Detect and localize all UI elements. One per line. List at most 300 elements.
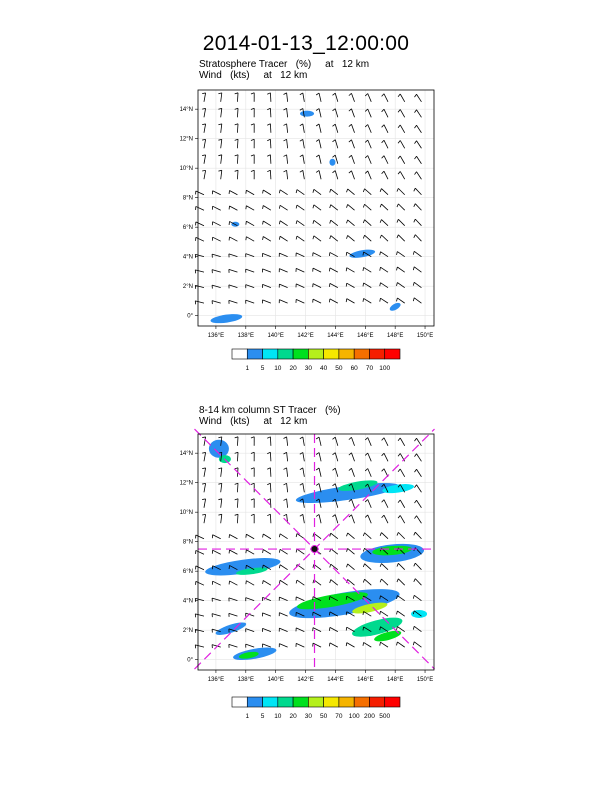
wind-barb xyxy=(229,581,237,585)
wind-barb-flag xyxy=(382,500,384,503)
wind-barb xyxy=(380,642,388,647)
wind-barb-flag xyxy=(413,595,414,598)
wind-barb-flag xyxy=(380,533,381,536)
y-tick-label: 4°N xyxy=(182,598,193,605)
wind-barb-flag xyxy=(263,534,264,537)
wind-barb xyxy=(229,598,238,601)
wind-barb-flag xyxy=(313,580,314,583)
y-tick-label: 8°N xyxy=(182,195,193,202)
wind-barb-flag xyxy=(414,516,416,519)
wind-barb xyxy=(237,483,238,492)
wind-barb-flag xyxy=(414,500,416,503)
wind-barb-flag xyxy=(267,483,270,484)
wind-barb-flag xyxy=(316,468,319,470)
wind-barb-flag xyxy=(332,484,335,486)
wind-barb-flag xyxy=(284,483,287,485)
wind-barb-flag xyxy=(251,483,254,484)
wind-barb-flag xyxy=(382,438,384,441)
y-tick-label: 14°N xyxy=(179,451,193,458)
wind-barb-flag xyxy=(246,534,247,537)
wind-barb xyxy=(221,468,222,477)
y-tick-label: 6°N xyxy=(182,225,193,232)
wind-barb xyxy=(196,535,204,539)
colorbar-label: 5 xyxy=(260,713,265,720)
wind-barb-flag xyxy=(300,483,303,485)
wind-barb xyxy=(296,597,304,601)
x-tick-label: 136°E xyxy=(207,333,225,339)
wind-barb-flag xyxy=(279,549,280,552)
wind-barb xyxy=(196,550,204,554)
wind-barb xyxy=(398,532,404,538)
wind-barb-flag xyxy=(398,515,400,518)
wind-barb-flag xyxy=(414,485,416,488)
wind-barb xyxy=(297,580,304,585)
x-tick-label: 144°E xyxy=(327,677,344,683)
colorbar-label: 20 xyxy=(289,365,297,372)
wind-barb xyxy=(263,644,271,647)
wind-barb xyxy=(351,453,354,461)
wind-barb-flag xyxy=(267,437,270,438)
wind-barb-flag xyxy=(316,514,319,516)
wind-barb-flag xyxy=(235,437,238,438)
wind-barb-flag xyxy=(413,626,414,629)
wind-barb xyxy=(384,438,388,446)
wind-barb-flag xyxy=(397,563,398,566)
wind-barb-flag xyxy=(300,437,303,439)
wind-barb xyxy=(280,580,288,585)
wind-barb-flag xyxy=(330,564,331,567)
wind-barb-flag xyxy=(346,596,347,599)
wind-barb xyxy=(380,611,388,616)
x-tick-label: 142°E xyxy=(297,333,314,339)
wind-barb xyxy=(368,515,372,523)
wind-barb-flag xyxy=(202,514,205,515)
wind-barb xyxy=(246,644,254,647)
y-tick-label: 10°N xyxy=(179,510,193,517)
wind-barb xyxy=(417,485,422,493)
wind-barb-flag xyxy=(202,499,205,500)
colorbar-label: 10 xyxy=(274,713,282,720)
wind-barb xyxy=(237,437,238,446)
wind-barb xyxy=(204,452,206,461)
wind-barb xyxy=(287,437,288,446)
wind-barb-flag xyxy=(363,642,364,645)
wind-barb-flag xyxy=(251,514,254,515)
y-tick-label: 0° xyxy=(187,313,193,320)
wind-barb-flag xyxy=(267,499,270,500)
wind-barb-flag xyxy=(246,565,247,568)
x-tick-label: 138°E xyxy=(237,333,255,339)
wind-barb xyxy=(400,438,404,446)
wind-barb-flag xyxy=(251,499,254,500)
wind-barb xyxy=(279,644,287,648)
wind-barb-flag xyxy=(235,514,238,515)
wind-barb-flag xyxy=(251,437,254,438)
wind-barb xyxy=(196,566,204,570)
wind-barb-flag xyxy=(346,627,347,630)
wind-barb xyxy=(212,598,221,601)
wind-barb-flag xyxy=(235,483,238,484)
wind-barb-flag xyxy=(414,438,416,441)
wind-barb-flag xyxy=(365,515,367,517)
wind-barb-flag xyxy=(363,579,364,582)
wind-barb-flag xyxy=(284,499,287,501)
x-tick-label: 146°E xyxy=(357,333,374,339)
wind-barb xyxy=(280,549,288,554)
wind-barb xyxy=(319,514,321,523)
colorbar-label: 1 xyxy=(245,713,250,720)
wind-barb-flag xyxy=(330,580,331,583)
wind-barb-flag xyxy=(330,533,331,536)
colorbar-label: 60 xyxy=(350,365,358,372)
x-tick-label: 140°E xyxy=(267,677,284,683)
wind-barb-flag xyxy=(414,532,416,535)
y-tick-label: 4°N xyxy=(182,254,193,261)
x-tick-label: 138°E xyxy=(237,677,255,683)
wind-barb xyxy=(400,500,404,508)
wind-barb xyxy=(195,598,204,600)
x-tick-label: 150°E xyxy=(416,677,434,683)
wind-barb xyxy=(229,534,237,538)
wind-barb-flag xyxy=(397,642,398,645)
wind-barb-flag xyxy=(398,438,400,441)
wind-barb-flag xyxy=(251,468,254,469)
x-tick-label: 144°E xyxy=(327,333,344,339)
page-title: 2014-01-13_12:00:00 xyxy=(202,32,410,55)
wind-barb-flag xyxy=(380,579,381,582)
wind-barb xyxy=(246,581,254,585)
wind-barb-flag xyxy=(316,453,319,455)
wind-barb xyxy=(221,499,222,508)
wind-barb-flag xyxy=(300,468,303,470)
wind-barb xyxy=(296,643,304,647)
wind-barb-flag xyxy=(380,642,381,645)
colorbar-swatch xyxy=(278,697,293,707)
wind-barb xyxy=(297,549,304,554)
wind-barb xyxy=(397,642,404,647)
wind-barb xyxy=(263,580,271,585)
wind-barb xyxy=(348,564,355,570)
colorbar-swatch xyxy=(369,697,384,707)
x-tick-label: 146°E xyxy=(357,677,374,683)
wind-barb-flag xyxy=(279,565,280,568)
wind-barb xyxy=(351,468,354,476)
wind-barb xyxy=(246,598,254,601)
colorbar-label: 100 xyxy=(348,713,360,720)
wind-barb xyxy=(381,579,388,585)
wind-barb xyxy=(237,499,238,508)
colorbar-label: 30 xyxy=(304,365,312,372)
wind-barb-flag xyxy=(346,612,347,615)
colorbar-label: 10 xyxy=(274,365,282,372)
colorbar-label: 70 xyxy=(335,713,343,720)
wind-barb-flag xyxy=(363,533,364,536)
wind-barb xyxy=(204,468,206,477)
x-tick-label: 148°E xyxy=(386,333,404,339)
wind-barb xyxy=(303,514,305,523)
wind-barb xyxy=(417,500,422,508)
wind-barb xyxy=(415,532,421,539)
wind-barb xyxy=(204,499,206,508)
wind-barb xyxy=(229,613,238,616)
colorbar-swatch xyxy=(232,697,247,707)
wind-barb xyxy=(296,628,304,632)
y-tick-label: 14°N xyxy=(179,107,193,114)
wind-barb-flag xyxy=(246,581,247,584)
y-tick-label: 10°N xyxy=(179,166,193,173)
colorbar-label: 20 xyxy=(289,713,297,720)
wind-barb xyxy=(368,499,372,507)
wind-barb-flag xyxy=(349,437,352,439)
wind-barb xyxy=(398,563,404,569)
wind-barb xyxy=(287,499,288,508)
wind-barb-flag xyxy=(365,469,367,471)
x-tick-label: 148°E xyxy=(386,677,404,683)
wind-barb xyxy=(204,483,206,492)
wind-barb-flag xyxy=(202,483,205,484)
colorbar-swatch xyxy=(354,697,369,707)
wind-barb xyxy=(364,642,372,647)
wind-barb xyxy=(417,438,422,446)
wind-barb-flag xyxy=(235,499,238,500)
x-tick-label: 140°E xyxy=(267,333,284,339)
colorbar-label: 30 xyxy=(304,713,312,720)
wind-barb xyxy=(221,483,222,492)
wind-barb-flag xyxy=(202,437,205,438)
wind-barb-flag xyxy=(316,437,319,439)
wind-barb-flag xyxy=(397,579,398,582)
tracer-patch xyxy=(209,440,229,458)
wind-barb xyxy=(204,514,206,523)
wind-barb-flag xyxy=(365,438,367,440)
wind-barb-flag xyxy=(267,468,270,469)
colorbar-label: 100 xyxy=(379,365,391,372)
wind-barb xyxy=(381,533,388,539)
y-tick-label: 8°N xyxy=(182,539,193,546)
wind-barb xyxy=(417,469,422,477)
wind-barb-flag xyxy=(347,564,348,567)
wind-barb-flag xyxy=(202,468,205,469)
wind-barb-flag xyxy=(414,563,416,566)
wind-barb xyxy=(303,452,305,461)
wind-barb xyxy=(330,643,338,647)
colorbar-label: 500 xyxy=(379,713,391,720)
wind-barb-flag xyxy=(300,514,303,516)
wind-barb-flag xyxy=(235,468,238,469)
wind-barb xyxy=(414,642,421,647)
wind-barb-flag xyxy=(313,564,314,567)
wind-barb xyxy=(303,437,305,446)
y-tick-label: 12°N xyxy=(179,136,193,143)
wind-barb-flag xyxy=(246,550,247,553)
wind-barb xyxy=(348,579,355,585)
wind-barb xyxy=(331,580,338,586)
wind-barb xyxy=(414,595,421,600)
wind-barb xyxy=(213,550,221,554)
wind-barb-flag xyxy=(380,611,381,614)
wind-barb xyxy=(417,516,422,524)
wind-barb-flag xyxy=(380,564,381,567)
colorbar-swatch xyxy=(324,697,339,707)
wind-barb-flag xyxy=(414,469,416,472)
tracer-patch xyxy=(295,479,400,507)
wind-barb xyxy=(368,453,372,461)
wind-barb xyxy=(213,581,221,585)
colorbar-label: 200 xyxy=(364,713,375,720)
wind-barb xyxy=(279,613,287,617)
wind-barb-flag xyxy=(218,499,221,500)
panel2-subtitle-tracer: 8-14 km column ST Tracer (%) xyxy=(199,405,341,416)
wind-barb xyxy=(319,468,321,477)
wind-barb xyxy=(319,437,321,446)
wind-barb xyxy=(381,564,388,570)
wind-barb-flag xyxy=(382,469,384,472)
wind-barb xyxy=(368,469,372,477)
panel1-subtitle-tracer: Stratosphere Tracer (%) at 12 km xyxy=(199,59,370,70)
wind-barb-flag xyxy=(398,500,400,503)
wind-barb-flag xyxy=(365,499,367,501)
wind-barb xyxy=(195,629,204,631)
wind-barb xyxy=(279,597,287,601)
wind-barb xyxy=(263,534,271,539)
wind-barb xyxy=(229,644,238,647)
wind-barb-flag xyxy=(313,533,314,536)
wind-barb-flag xyxy=(397,611,398,614)
wind-barb xyxy=(237,514,238,523)
storm-center-marker xyxy=(311,546,318,553)
wind-barb xyxy=(195,645,204,647)
wind-barb-flag xyxy=(316,483,319,485)
colorbar-label: 5 xyxy=(260,365,265,372)
wind-barb-flag xyxy=(218,437,221,438)
y-tick-label: 0° xyxy=(187,657,193,664)
wind-barb-flag xyxy=(284,514,287,516)
colorbar-label: 40 xyxy=(320,365,328,372)
wind-barb xyxy=(351,499,354,507)
wind-barb xyxy=(287,483,288,492)
wind-barb xyxy=(287,468,288,477)
wind-barb xyxy=(297,534,304,539)
wind-barb xyxy=(351,515,354,523)
wind-barb-flag xyxy=(398,469,400,472)
wind-barb xyxy=(280,565,288,570)
wind-barb xyxy=(287,452,288,461)
wind-barb xyxy=(221,514,222,523)
wind-barb-flag xyxy=(397,532,398,535)
wind-barb xyxy=(415,579,421,586)
wind-barb xyxy=(415,563,421,570)
wind-barb xyxy=(319,453,321,462)
wind-barb xyxy=(384,500,388,508)
wind-barb-flag xyxy=(218,483,221,484)
colorbar-swatch xyxy=(247,697,262,707)
wind-barb-flag xyxy=(332,515,335,517)
x-tick-label: 136°E xyxy=(207,677,225,683)
wind-barb xyxy=(400,515,404,523)
wind-barb xyxy=(347,627,355,631)
wind-barb xyxy=(237,452,238,461)
wind-barb-flag xyxy=(218,514,221,515)
wind-barb-flag xyxy=(414,454,416,457)
wind-barb-flag xyxy=(279,534,280,537)
wind-barb xyxy=(331,533,338,539)
y-tick-label: 6°N xyxy=(182,569,193,576)
colorbar-swatch xyxy=(308,697,323,707)
wind-barb-flag xyxy=(363,548,364,551)
wind-barb xyxy=(246,534,254,538)
wind-barb xyxy=(212,614,221,617)
wind-barb xyxy=(280,534,288,539)
wind-barb-flag xyxy=(284,437,287,439)
wind-barb-flag xyxy=(347,533,348,536)
wind-barb xyxy=(196,581,204,585)
wind-barb xyxy=(398,579,404,585)
tracer-patch xyxy=(214,620,247,637)
y-tick-label: 12°N xyxy=(179,480,193,487)
colorbar-swatch xyxy=(339,697,354,707)
panel1-subtitle-wind: Wind (kts) at 12 km xyxy=(199,70,308,81)
wind-barb xyxy=(195,614,204,616)
wind-barb xyxy=(246,550,254,554)
wind-barb xyxy=(384,515,388,523)
wind-barb xyxy=(400,469,404,477)
wind-barb xyxy=(303,483,305,492)
wind-barb xyxy=(397,626,404,631)
wind-barb xyxy=(417,454,422,462)
wind-barb-flag xyxy=(267,514,270,515)
wind-barb xyxy=(263,613,271,616)
wind-barb-flag xyxy=(332,437,335,439)
wind-barb xyxy=(303,468,305,477)
wind-barb-flag xyxy=(413,642,414,645)
wind-barb-flag xyxy=(296,580,297,583)
wind-barb-flag xyxy=(382,515,384,518)
wind-barb-flag xyxy=(349,468,352,470)
wind-barb xyxy=(330,627,338,631)
wind-barb xyxy=(263,550,271,555)
colorbar-label: 1 xyxy=(245,365,250,372)
wind-barb xyxy=(397,596,404,601)
wind-barb xyxy=(204,437,206,446)
y-tick-label: 2°N xyxy=(182,628,193,635)
wind-barb xyxy=(384,453,388,461)
colorbar-swatch xyxy=(385,697,400,707)
wind-barb xyxy=(368,438,372,446)
colorbar-swatch xyxy=(293,697,308,707)
wind-barb-flag xyxy=(296,534,297,537)
wind-barb-flag xyxy=(363,564,364,567)
wind-barb xyxy=(213,535,221,539)
wind-barb xyxy=(348,533,355,539)
wind-barb-flag xyxy=(263,550,264,553)
wind-barb-flag xyxy=(382,453,384,456)
x-tick-label: 150°E xyxy=(416,333,434,339)
wind-barb-flag xyxy=(263,580,264,583)
wind-barb xyxy=(397,611,404,616)
wind-barb xyxy=(347,643,355,647)
wind-barb-flag xyxy=(414,579,416,582)
wind-barb-flag xyxy=(346,643,347,646)
colorbar-label: 70 xyxy=(365,365,374,372)
wind-barb-flag xyxy=(332,468,335,470)
wind-barb-flag xyxy=(284,468,287,470)
y-tick-label: 2°N xyxy=(182,284,193,291)
panel2-subtitle-wind: Wind (kts) at 12 km xyxy=(199,416,308,427)
wind-barb-flag xyxy=(398,453,400,456)
wind-barb xyxy=(414,626,421,631)
wind-barb xyxy=(229,550,237,554)
wind-barb-flag xyxy=(218,468,221,469)
